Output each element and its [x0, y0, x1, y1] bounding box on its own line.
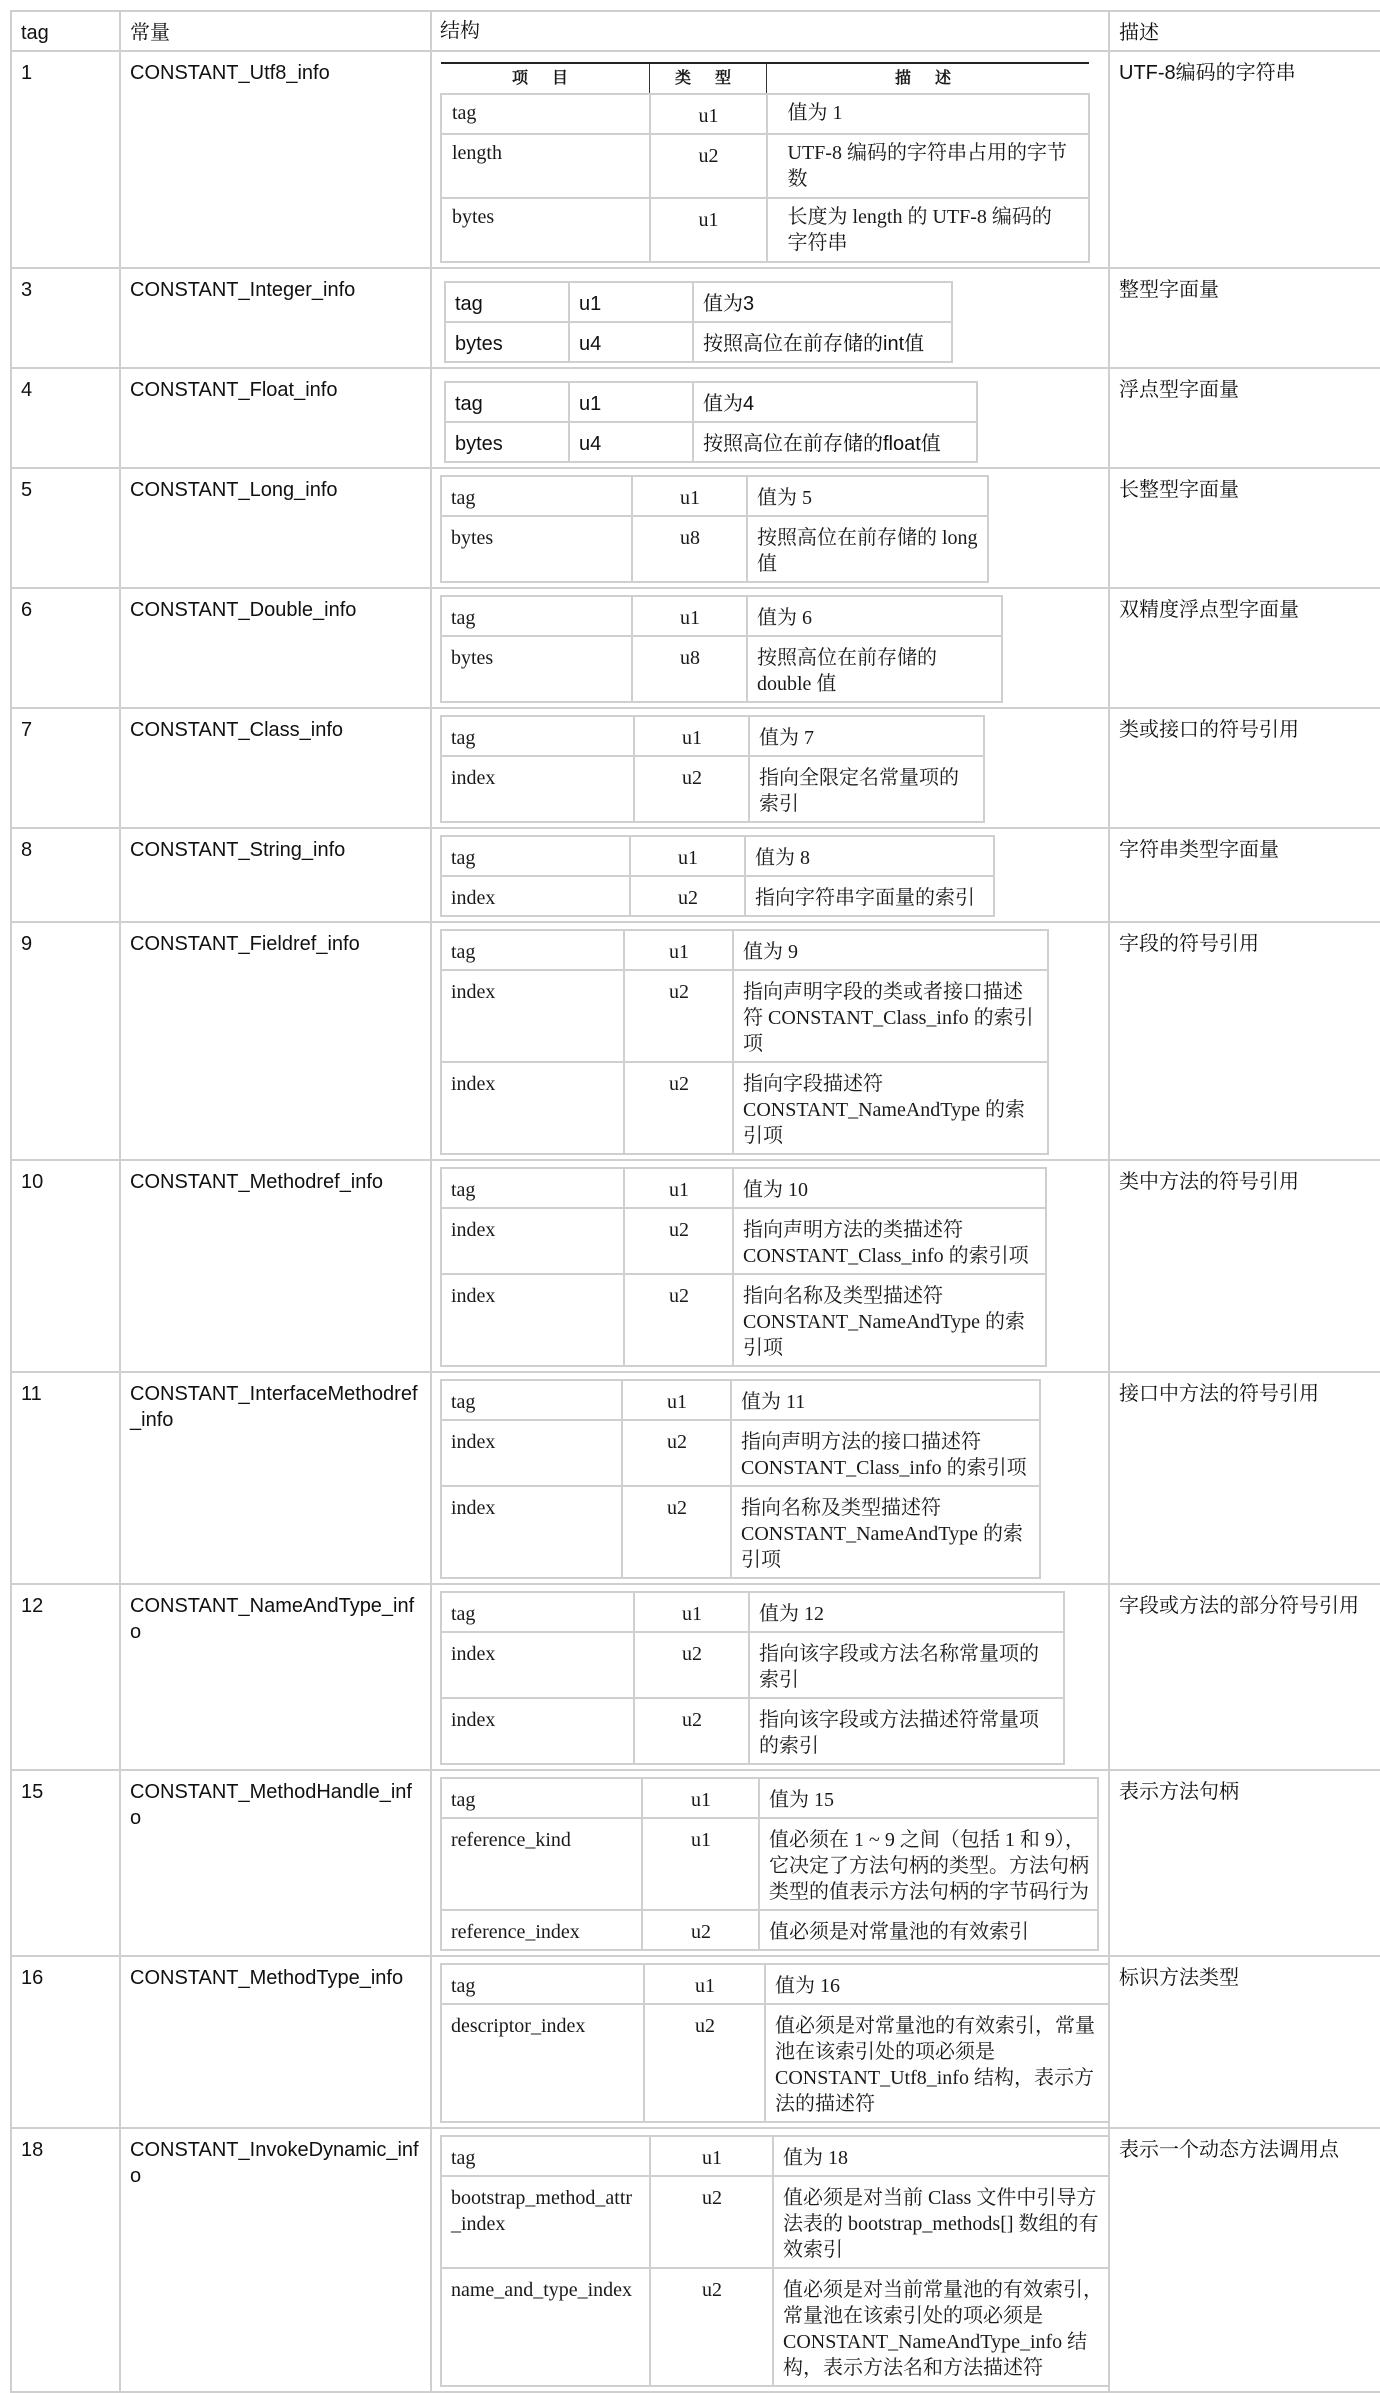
- structure-cell: [431, 1372, 1109, 1584]
- field-name: tag: [441, 476, 632, 516]
- tag-cell: 11: [11, 1372, 120, 1584]
- field-type: u1: [634, 1592, 749, 1632]
- field-description: 按照高位在前存储的 long 值: [747, 516, 988, 582]
- field-description: 值为 11: [731, 1380, 1040, 1420]
- field-description: 值为 8: [745, 836, 994, 876]
- constant-name-cell: CONSTANT_Methodref_info: [120, 1160, 431, 1372]
- field-name: index: [441, 1632, 634, 1698]
- field-name: reference_kind: [441, 1818, 642, 1910]
- structure-row: [441, 2136, 1109, 2176]
- table-row: [11, 368, 1380, 468]
- description-cell: 字段的符号引用: [1109, 922, 1380, 1160]
- structure-row: [441, 2268, 1109, 2386]
- field-name: bytes: [441, 516, 632, 582]
- field-type: u1: [650, 198, 767, 262]
- field-description: 按照高位在前存储的float值: [693, 422, 977, 462]
- field-name: bytes: [445, 422, 569, 462]
- structure-cell: [431, 1584, 1109, 1770]
- structure-cell: [431, 1956, 1109, 2128]
- constant-name-cell: CONSTANT_Utf8_info: [120, 51, 431, 268]
- field-type: u1: [634, 716, 749, 756]
- structure-row: [445, 382, 977, 422]
- structure-row: [441, 1420, 1040, 1486]
- field-description: 值必须是对常量池的有效索引: [759, 1910, 1098, 1950]
- structure-row: [441, 134, 1089, 198]
- structure-table: [440, 475, 989, 583]
- description-cell: 类或接口的符号引用: [1109, 708, 1380, 828]
- field-name: bytes: [441, 636, 632, 702]
- structure-cell: [431, 468, 1109, 588]
- table-row: [11, 468, 1380, 588]
- field-type: u2: [622, 1486, 731, 1578]
- field-name: descriptor_index: [441, 2004, 644, 2122]
- tag-cell: 5: [11, 468, 120, 588]
- field-name: tag: [441, 94, 650, 134]
- structure-table: [440, 595, 1003, 703]
- structure-header-row: [441, 63, 1089, 94]
- field-type: u2: [624, 1062, 733, 1154]
- field-type: u1: [642, 1778, 759, 1818]
- description-cell: 长整型字面量: [1109, 468, 1380, 588]
- field-type: u1: [650, 2136, 773, 2176]
- description-cell: 表示方法句柄: [1109, 1770, 1380, 1956]
- structure-cell: [431, 922, 1109, 1160]
- constant-name-cell: CONSTANT_MethodType_info: [120, 1956, 431, 2128]
- field-type: u2: [630, 876, 745, 916]
- structure-cell: [431, 828, 1109, 922]
- description-cell: UTF-8编码的字符串: [1109, 51, 1380, 268]
- constant-name-cell: CONSTANT_Fieldref_info: [120, 922, 431, 1160]
- tag-cell: 7: [11, 708, 120, 828]
- tag-cell: 6: [11, 588, 120, 708]
- structure-row: [441, 970, 1048, 1062]
- field-name: tag: [441, 596, 632, 636]
- tag-cell: 16: [11, 1956, 120, 2128]
- field-name: name_and_type_index: [441, 2268, 650, 2386]
- field-description: 值为 6: [747, 596, 1002, 636]
- field-name: tag: [441, 716, 634, 756]
- tag-cell: 3: [11, 268, 120, 368]
- field-name: index: [441, 756, 634, 822]
- structure-row: [445, 282, 952, 322]
- field-description: 值为4: [693, 382, 977, 422]
- constant-name-cell: CONSTANT_Double_info: [120, 588, 431, 708]
- table-row: [11, 1160, 1380, 1372]
- field-name: index: [441, 1698, 634, 1764]
- tag-cell: 8: [11, 828, 120, 922]
- field-name: length: [441, 134, 650, 198]
- field-name: bytes: [441, 198, 650, 262]
- constant-name-cell: CONSTANT_InvokeDynamic_info: [120, 2128, 431, 2392]
- field-name: bootstrap_method_attr_index: [441, 2176, 650, 2268]
- constant-name-cell: CONSTANT_Long_info: [120, 468, 431, 588]
- structure-table: [440, 2135, 1109, 2387]
- structure-row: [441, 1486, 1040, 1578]
- table-row: [11, 1956, 1380, 2128]
- tag-cell: 12: [11, 1584, 120, 1770]
- structure-row: [441, 516, 988, 582]
- field-type: u2: [624, 970, 733, 1062]
- field-description: 长度为 length 的 UTF-8 编码的字符串: [767, 198, 1090, 262]
- field-type: u1: [622, 1380, 731, 1420]
- field-type: u1: [624, 930, 733, 970]
- header-row: [11, 11, 1380, 51]
- constant-name-cell: CONSTANT_Integer_info: [120, 268, 431, 368]
- tag-cell: 4: [11, 368, 120, 468]
- tag-cell: 18: [11, 2128, 120, 2392]
- field-type: u2: [642, 1910, 759, 1950]
- field-type: u2: [634, 1698, 749, 1764]
- description-cell: 标识方法类型: [1109, 1956, 1380, 2128]
- field-name: tag: [441, 1964, 644, 2004]
- field-name: index: [441, 1208, 624, 1274]
- structure-row: [441, 596, 1002, 636]
- description-cell: 接口中方法的符号引用: [1109, 1372, 1380, 1584]
- field-description: 指向该字段或方法名称常量项的索引: [749, 1632, 1064, 1698]
- field-description: 指向声明字段的类或者接口描述符 CONSTANT_Class_info 的索引项: [733, 970, 1048, 1062]
- field-type: u2: [650, 2268, 773, 2386]
- description-cell: 表示一个动态方法调用点: [1109, 2128, 1380, 2392]
- field-type: u8: [632, 516, 747, 582]
- description-cell: 类中方法的符号引用: [1109, 1160, 1380, 1372]
- field-name: tag: [441, 836, 630, 876]
- structure-row: [441, 1778, 1098, 1818]
- field-type: u1: [569, 282, 693, 322]
- field-name: tag: [445, 282, 569, 322]
- description-cell: 浮点型字面量: [1109, 368, 1380, 468]
- tag-cell: 10: [11, 1160, 120, 1372]
- structure-row: [441, 1274, 1046, 1366]
- table-row: [11, 1584, 1380, 1770]
- field-description: 值为 7: [749, 716, 984, 756]
- field-type: u1: [642, 1818, 759, 1910]
- structure-row: [441, 836, 994, 876]
- structure-row: [441, 198, 1089, 262]
- structure-row: [441, 476, 988, 516]
- structure-row: [441, 1818, 1098, 1910]
- field-description: 按照高位在前存储的int值: [693, 322, 952, 362]
- structure-row: [441, 1698, 1064, 1764]
- structure-table: [440, 1167, 1047, 1367]
- structure-cell: [431, 368, 1109, 468]
- field-description: 值为 10: [733, 1168, 1046, 1208]
- table-row: [11, 51, 1380, 268]
- field-type: u2: [634, 756, 749, 822]
- table-row: [11, 708, 1380, 828]
- constant-name-cell: CONSTANT_NameAndType_info: [120, 1584, 431, 1770]
- header-description: 描述: [1109, 11, 1380, 51]
- header-constant: 常量: [120, 11, 431, 51]
- field-description: 值必须是对常量池的有效索引，常量池在该索引处的项必须是 CONSTANT_Utf8_info 结构，表示方法的描述符: [765, 2004, 1109, 2122]
- constant-pool-table: [10, 10, 1380, 2393]
- field-name: tag: [441, 1778, 642, 1818]
- structure-row: [445, 422, 977, 462]
- header-structure: 结构: [431, 11, 1109, 51]
- field-type: u2: [650, 134, 767, 198]
- field-type: u1: [632, 596, 747, 636]
- structure-row: [441, 1910, 1098, 1950]
- field-type: u1: [650, 94, 767, 134]
- field-description: 值为 12: [749, 1592, 1064, 1632]
- field-name: tag: [445, 382, 569, 422]
- structure-row: [441, 756, 984, 822]
- structure-row: [441, 1380, 1040, 1420]
- column-header-item: 项 目: [441, 63, 650, 94]
- field-description: 指向字段描述符 CONSTANT_NameAndType 的索引项: [733, 1062, 1048, 1154]
- field-name: tag: [441, 930, 624, 970]
- constant-name-cell: CONSTANT_MethodHandle_info: [120, 1770, 431, 1956]
- field-description: 值为 1: [767, 94, 1090, 134]
- field-type: u4: [569, 422, 693, 462]
- structure-cell: [431, 1160, 1109, 1372]
- structure-row: [441, 716, 984, 756]
- field-description: 值为 5: [747, 476, 988, 516]
- tag-cell: 15: [11, 1770, 120, 1956]
- column-header-type: 类 型: [650, 63, 767, 94]
- structure-row: [441, 1208, 1046, 1274]
- structure-cell: [431, 708, 1109, 828]
- structure-row: [441, 1592, 1064, 1632]
- field-name: bytes: [445, 322, 569, 362]
- structure-row: [441, 2004, 1109, 2122]
- field-description: 值为3: [693, 282, 952, 322]
- field-type: u2: [644, 2004, 765, 2122]
- constant-name-cell: CONSTANT_InterfaceMethodref_info: [120, 1372, 431, 1584]
- field-type: u8: [632, 636, 747, 702]
- field-description: 值为 9: [733, 930, 1048, 970]
- field-type: u2: [622, 1420, 731, 1486]
- field-description: 指向全限定名常量项的索引: [749, 756, 984, 822]
- field-type: u1: [630, 836, 745, 876]
- table-row: [11, 1372, 1380, 1584]
- structure-table: [444, 381, 978, 463]
- field-description: 指向声明方法的接口描述符 CONSTANT_Class_info 的索引项: [731, 1420, 1040, 1486]
- field-name: index: [441, 970, 624, 1062]
- field-name: index: [441, 1420, 622, 1486]
- description-cell: 字符串类型字面量: [1109, 828, 1380, 922]
- table-body: [11, 51, 1380, 2392]
- header-tag: tag: [11, 11, 120, 51]
- field-description: 值为 18: [773, 2136, 1109, 2176]
- field-description: 值为 15: [759, 1778, 1098, 1818]
- field-description: UTF-8 编码的字符串占用的字节数: [767, 134, 1090, 198]
- field-name: tag: [441, 1168, 624, 1208]
- table-row: [11, 828, 1380, 922]
- structure-row: [441, 876, 994, 916]
- structure-row: [441, 1168, 1046, 1208]
- structure-row: [441, 1632, 1064, 1698]
- structure-table: [440, 929, 1049, 1155]
- structure-table: [440, 1777, 1099, 1951]
- table-row: [11, 922, 1380, 1160]
- description-cell: 整型字面量: [1109, 268, 1380, 368]
- tag-cell: 1: [11, 51, 120, 268]
- structure-row: [445, 322, 952, 362]
- field-type: u2: [624, 1274, 733, 1366]
- structure-table: [440, 62, 1090, 263]
- field-description: 按照高位在前存储的 double 值: [747, 636, 1002, 702]
- description-cell: 双精度浮点型字面量: [1109, 588, 1380, 708]
- field-description: 指向该字段或方法描述符常量项的索引: [749, 1698, 1064, 1764]
- field-description: 指向声明方法的类描述符 CONSTANT_Class_info 的索引项: [733, 1208, 1046, 1274]
- field-type: u1: [624, 1168, 733, 1208]
- structure-row: [441, 2176, 1109, 2268]
- structure-row: [441, 636, 1002, 702]
- structure-cell: [431, 268, 1109, 368]
- field-type: u1: [632, 476, 747, 516]
- field-name: index: [441, 1486, 622, 1578]
- field-description: 指向名称及类型描述符 CONSTANT_NameAndType 的索引项: [733, 1274, 1046, 1366]
- field-name: index: [441, 1274, 624, 1366]
- field-type: u2: [650, 2176, 773, 2268]
- table-row: [11, 2128, 1380, 2392]
- constant-name-cell: CONSTANT_Float_info: [120, 368, 431, 468]
- field-type: u1: [644, 1964, 765, 2004]
- field-name: tag: [441, 1380, 622, 1420]
- field-name: tag: [441, 1592, 634, 1632]
- field-type: u2: [624, 1208, 733, 1274]
- structure-table: [440, 835, 995, 917]
- structure-cell: [431, 1770, 1109, 1956]
- structure-row: [441, 94, 1089, 134]
- table-row: [11, 1770, 1380, 1956]
- structure-row: [441, 930, 1048, 970]
- structure-table: [444, 281, 953, 363]
- structure-table: [440, 1591, 1065, 1765]
- structure-row: [441, 1062, 1048, 1154]
- field-name: index: [441, 876, 630, 916]
- field-name: index: [441, 1062, 624, 1154]
- structure-table: [440, 715, 985, 823]
- structure-cell: [431, 2128, 1109, 2392]
- field-description: 值必须是对当前 Class 文件中引导方法表的 bootstrap_methods[] 数组的有效索引: [773, 2176, 1109, 2268]
- field-description: 值必须是对当前常量池的有效索引，常量池在该索引处的项必须是 CONSTANT_NameAndType_info 结构，表示方法名和方法描述符: [773, 2268, 1109, 2386]
- field-description: 值必须在 1 ~ 9 之间（包括 1 和 9），它决定了方法句柄的类型。方法句柄类型的值表示方法句柄的字节码行为: [759, 1818, 1098, 1910]
- constant-name-cell: CONSTANT_String_info: [120, 828, 431, 922]
- structure-row: [441, 1964, 1109, 2004]
- field-name: tag: [441, 2136, 650, 2176]
- structure-table: [440, 1379, 1041, 1579]
- field-type: u1: [569, 382, 693, 422]
- structure-cell: [431, 588, 1109, 708]
- table-row: [11, 268, 1380, 368]
- description-cell: 字段或方法的部分符号引用: [1109, 1584, 1380, 1770]
- field-type: u2: [634, 1632, 749, 1698]
- field-description: 指向名称及类型描述符 CONSTANT_NameAndType 的索引项: [731, 1486, 1040, 1578]
- field-name: reference_index: [441, 1910, 642, 1950]
- structure-cell: [431, 51, 1109, 268]
- column-header-desc: 描 述: [894, 70, 961, 87]
- field-description: 指向字符串字面量的索引: [745, 876, 994, 916]
- structure-table: [440, 1963, 1109, 2123]
- field-description: 值为 16: [765, 1964, 1109, 2004]
- tag-cell: 9: [11, 922, 120, 1160]
- field-type: u4: [569, 322, 693, 362]
- constant-name-cell: CONSTANT_Class_info: [120, 708, 431, 828]
- table-row: [11, 588, 1380, 708]
